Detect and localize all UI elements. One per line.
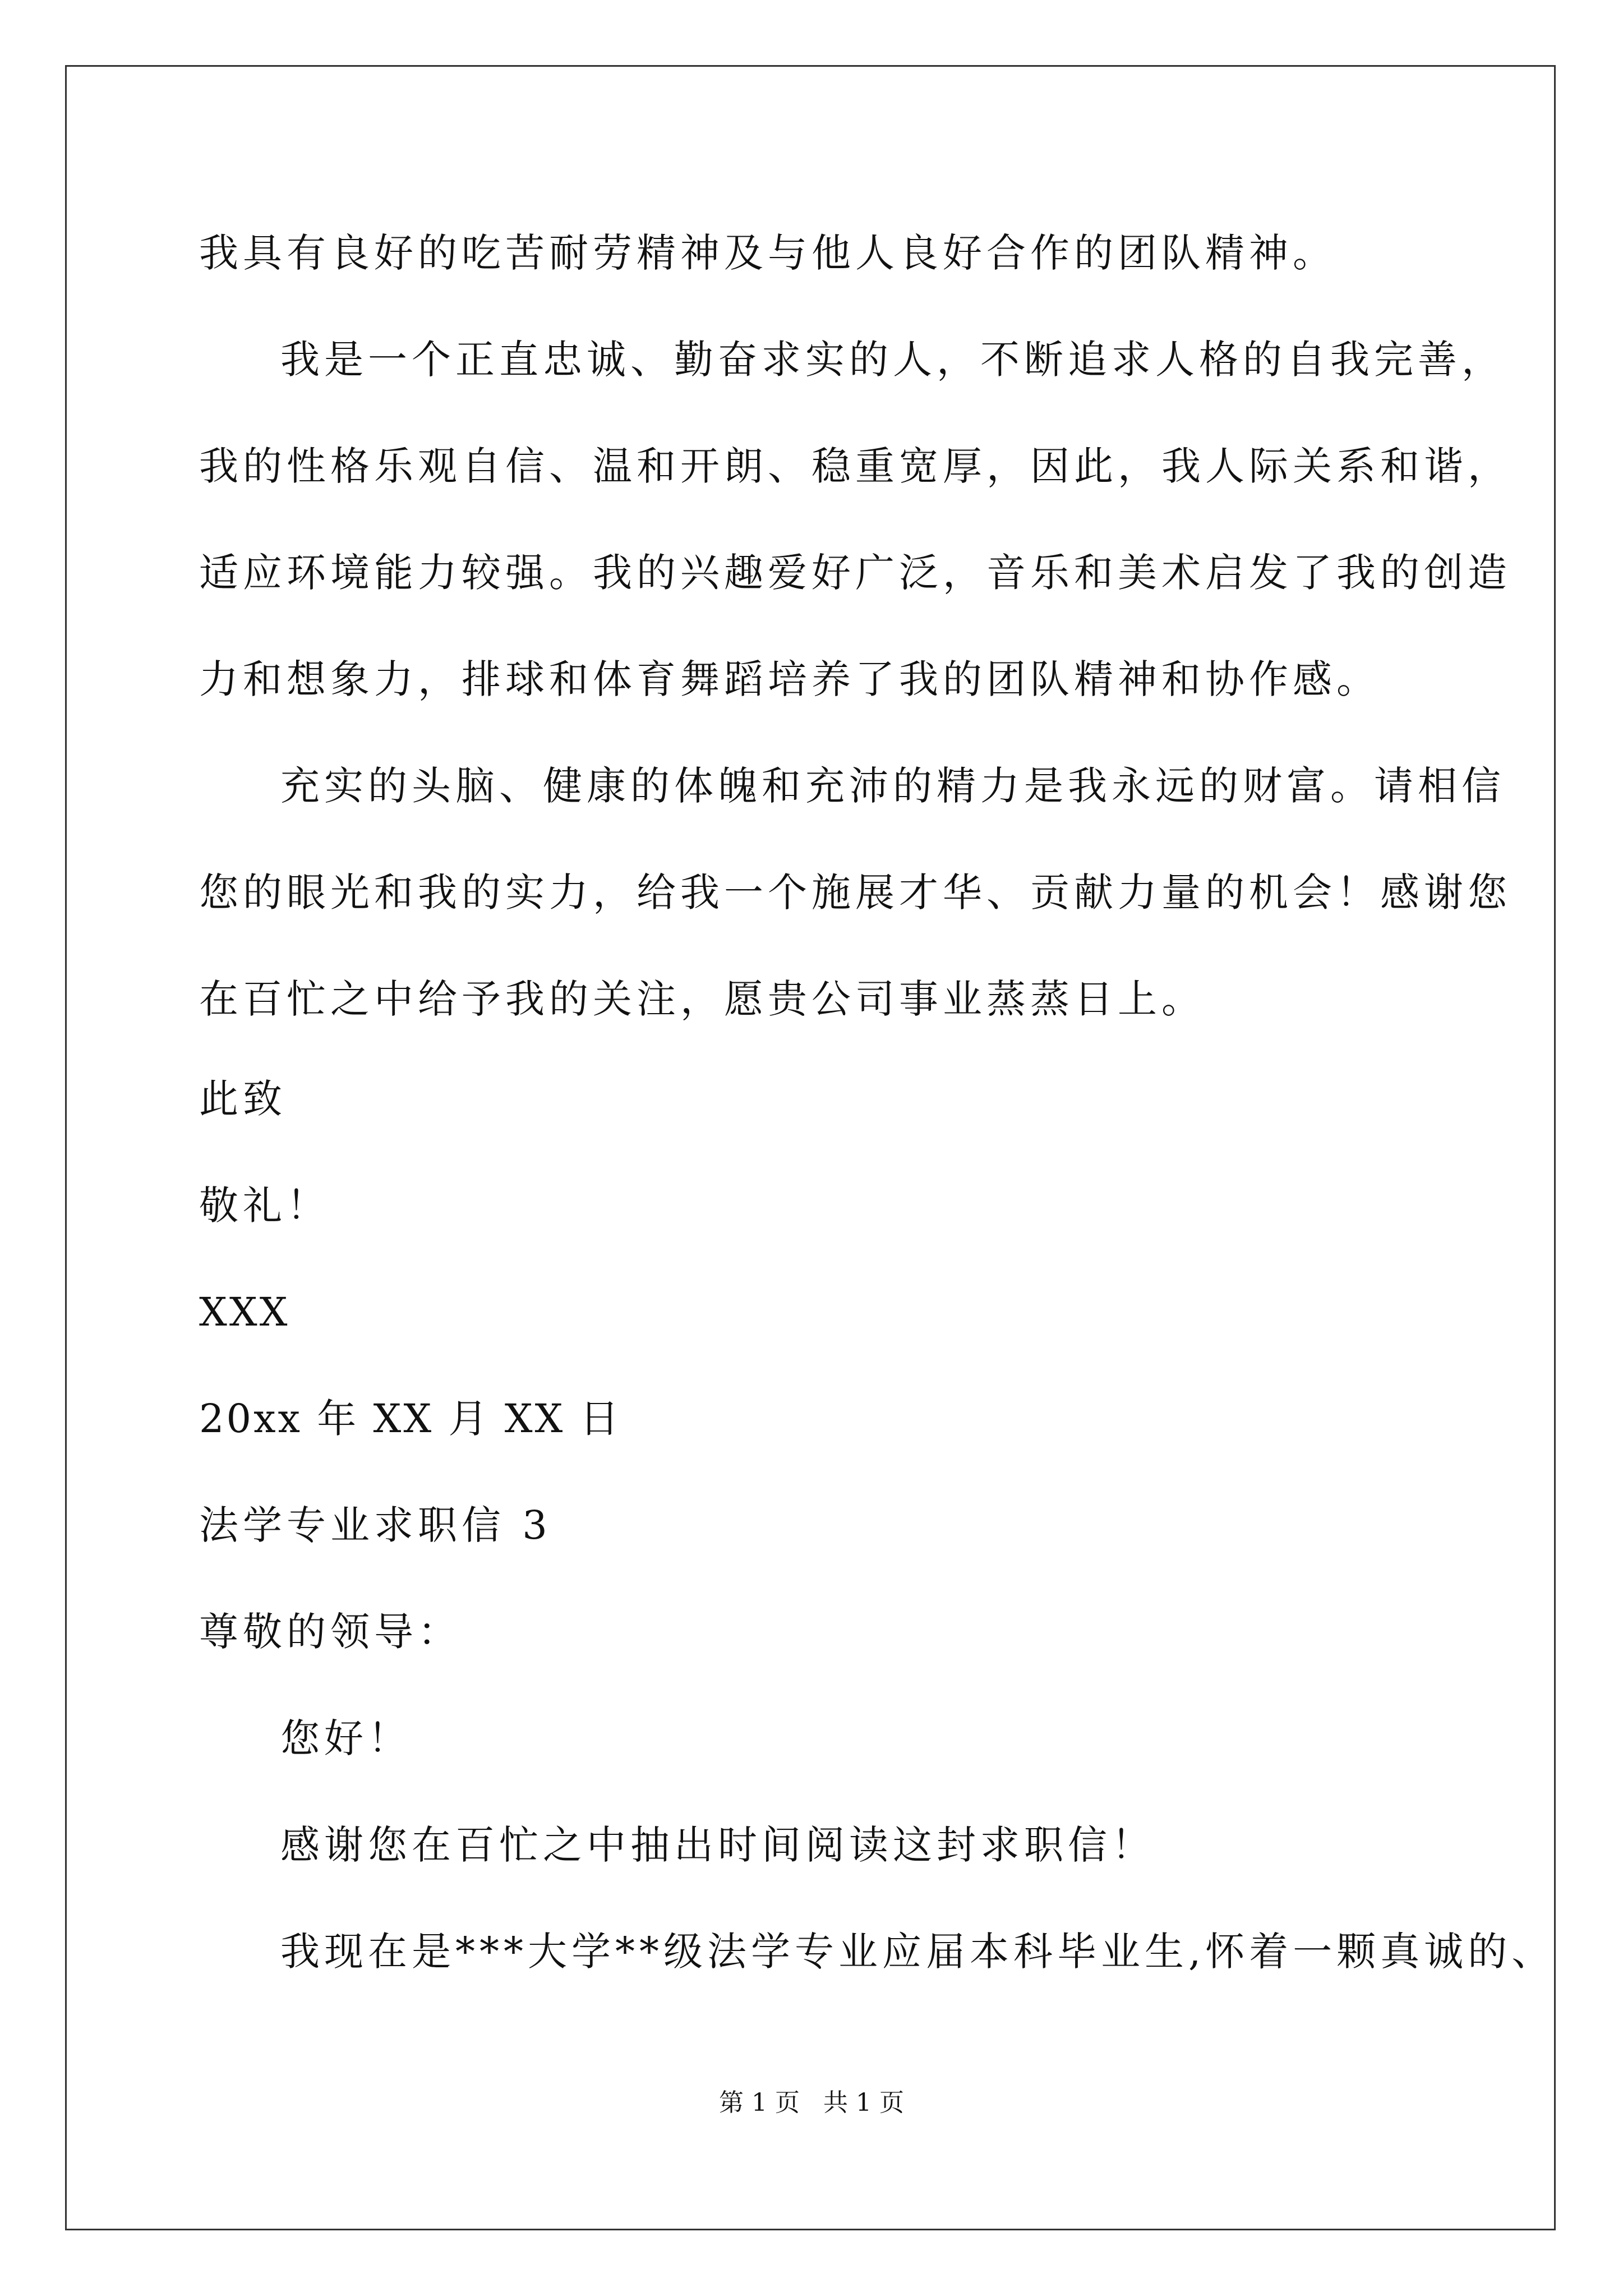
text-line: 力和想象力，排球和体育舞蹈培养了我的团队精神和协作感。 bbox=[199, 656, 1380, 702]
page-footer: 第 1 页 共 1 页 bbox=[719, 2088, 904, 2117]
greeting: 尊敬的领导： bbox=[199, 1609, 462, 1655]
text-line: 我是一个正直忠诚、勤奋求实的人，不断追求人格的自我完善， bbox=[280, 337, 1505, 383]
page-border bbox=[65, 65, 1556, 2230]
text-line: 您的眼光和我的实力，给我一个施展才华、贡献力量的机会！感谢您 bbox=[199, 869, 1511, 915]
text-line: 适应环境能力较强。我的兴趣爱好广泛，音乐和美术启发了我的创造 bbox=[199, 550, 1511, 596]
signature-name: XXX bbox=[199, 1289, 290, 1335]
text-line: 充实的头脑、健康的体魄和充沛的精力是我永远的财富。请相信 bbox=[280, 763, 1505, 809]
closing-salutation: 此致 bbox=[199, 1076, 287, 1122]
text-line: 我现在是***大学**级法学专业应届本科毕业生,怀着一颗真诚的、 bbox=[280, 1929, 1556, 1975]
text-line: 我具有良好的吃苦耐劳精神及与他人良好合作的团队精神。 bbox=[199, 230, 1336, 276]
closing-regards: 敬礼！ bbox=[199, 1182, 330, 1228]
text-line: 感谢您在百忙之中抽出时间阅读这封求职信！ bbox=[280, 1822, 1155, 1868]
section-title: 法学专业求职信 3 bbox=[199, 1502, 552, 1548]
signature-date: 20xx 年 XX 月 XX 日 bbox=[199, 1396, 621, 1442]
text-line: 您好！ bbox=[280, 1715, 412, 1761]
text-line: 在百忙之中给予我的关注，愿贵公司事业蒸蒸日上。 bbox=[199, 976, 1205, 1022]
text-line: 我的性格乐观自信、温和开朗、稳重宽厚，因此，我人际关系和谐， bbox=[199, 443, 1511, 489]
